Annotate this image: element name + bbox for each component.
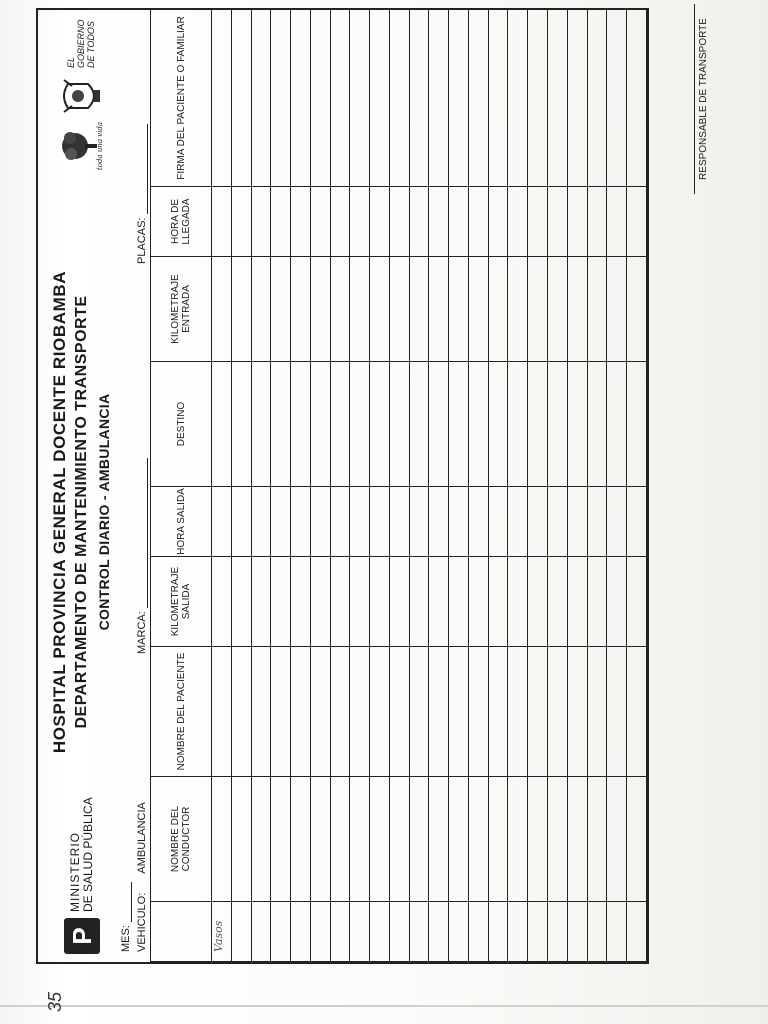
table-row xyxy=(350,10,370,962)
table-cell[interactable] xyxy=(350,487,370,557)
table-cell[interactable] xyxy=(291,557,311,647)
table-cell[interactable] xyxy=(468,487,488,557)
table-cell[interactable] xyxy=(429,647,449,777)
table-cell[interactable] xyxy=(429,902,449,962)
table-cell[interactable] xyxy=(567,647,587,777)
table-cell[interactable] xyxy=(389,647,409,777)
table-cell[interactable] xyxy=(468,557,488,647)
table-cell[interactable] xyxy=(587,487,607,557)
table-cell[interactable] xyxy=(409,902,429,962)
table-cell[interactable] xyxy=(607,257,627,362)
vehiculo-value: AMBULANCIA xyxy=(136,802,148,874)
table-cell[interactable] xyxy=(350,10,370,187)
table-cell[interactable] xyxy=(508,10,528,187)
table-row xyxy=(251,10,271,962)
table-cell[interactable] xyxy=(548,362,568,487)
table-cell[interactable] xyxy=(607,187,627,257)
table-cell[interactable] xyxy=(409,187,429,257)
table-cell[interactable] xyxy=(468,257,488,362)
tree-logo-icon xyxy=(59,121,104,171)
table-cell[interactable] xyxy=(548,487,568,557)
table-cell[interactable] xyxy=(468,647,488,777)
table-cell[interactable] xyxy=(310,487,330,557)
table-cell[interactable] xyxy=(508,487,528,557)
marca-field: MARCA: xyxy=(136,458,148,654)
table-row xyxy=(212,10,232,962)
table-cell[interactable] xyxy=(449,777,469,902)
table-row xyxy=(548,10,568,962)
table-cell[interactable] xyxy=(212,777,232,902)
table-cell[interactable] xyxy=(231,647,251,777)
handwritten-note: Vasos xyxy=(212,920,225,952)
table-cell[interactable] xyxy=(330,777,350,902)
table-cell[interactable] xyxy=(231,902,251,962)
table-cell[interactable] xyxy=(429,10,449,187)
table-cell[interactable] xyxy=(271,362,291,487)
table-cell[interactable] xyxy=(449,257,469,362)
table-cell[interactable] xyxy=(508,647,528,777)
department-title: DEPARTAMENTO DE MANTENIMIENTO TRANSPORTE xyxy=(73,295,90,729)
table-cell[interactable] xyxy=(468,187,488,257)
table-cell[interactable] xyxy=(528,902,548,962)
table-cell[interactable] xyxy=(449,10,469,187)
page-number: 35 xyxy=(45,991,65,1012)
table-row xyxy=(488,10,508,962)
table-cell[interactable] xyxy=(587,362,607,487)
table-cell[interactable] xyxy=(508,902,528,962)
table-cell[interactable] xyxy=(548,10,568,187)
table-cell[interactable] xyxy=(587,902,607,962)
col-header-km-entrada: KILOMETRAJE ENTRADA xyxy=(151,257,212,362)
table-cell[interactable] xyxy=(330,10,350,187)
table-cell[interactable] xyxy=(567,187,587,257)
table-cell[interactable] xyxy=(370,257,390,362)
table-cell[interactable] xyxy=(251,257,271,362)
table-cell[interactable] xyxy=(607,487,627,557)
placas-input-line[interactable] xyxy=(147,124,148,214)
table-cell[interactable] xyxy=(587,257,607,362)
table-cell[interactable] xyxy=(449,557,469,647)
table-row xyxy=(429,10,449,962)
table-cell[interactable] xyxy=(409,557,429,647)
hospital-title: HOSPITAL PROVINCIA GENERAL DOCENTE RIOBAMBA xyxy=(50,270,69,754)
table-cell[interactable] xyxy=(310,647,330,777)
table-cell[interactable] xyxy=(212,487,232,557)
table-cell[interactable] xyxy=(528,10,548,187)
government-logos xyxy=(46,20,116,180)
table-row xyxy=(330,10,350,962)
table-cell[interactable] xyxy=(271,257,291,362)
table-row xyxy=(449,10,469,962)
table-cell[interactable] xyxy=(488,257,508,362)
table-row xyxy=(528,10,548,962)
table-cell[interactable] xyxy=(468,10,488,187)
table-cell[interactable] xyxy=(587,777,607,902)
table-cell[interactable] xyxy=(528,647,548,777)
table-row xyxy=(291,10,311,962)
table-cell[interactable] xyxy=(587,187,607,257)
table-cell[interactable] xyxy=(607,557,627,647)
vehiculo-field: VEHICULO: AMBULANCIA xyxy=(136,802,148,952)
table-cell[interactable] xyxy=(488,557,508,647)
table-body xyxy=(212,10,647,962)
table-header-row xyxy=(151,10,212,962)
table-cell[interactable] xyxy=(251,487,271,557)
table-cell[interactable] xyxy=(370,647,390,777)
table-cell[interactable] xyxy=(548,902,568,962)
table-cell[interactable] xyxy=(548,647,568,777)
table-cell[interactable] xyxy=(231,362,251,487)
col-header-conductor: NOMBRE DEL CONDUCTOR xyxy=(151,777,212,902)
table-cell[interactable] xyxy=(567,487,587,557)
table-row xyxy=(508,10,528,962)
table-cell[interactable] xyxy=(212,187,232,257)
ministry-line2: DE SALUD PÚBLICA xyxy=(81,797,95,912)
table-cell[interactable] xyxy=(548,187,568,257)
table-cell[interactable] xyxy=(231,487,251,557)
table-cell[interactable] xyxy=(627,557,647,647)
mes-input-line[interactable] xyxy=(131,882,132,922)
table-cell[interactable] xyxy=(350,257,370,362)
table-row xyxy=(370,10,390,962)
table-cell[interactable] xyxy=(291,187,311,257)
table-cell[interactable] xyxy=(409,777,429,902)
table-row xyxy=(587,10,607,962)
marca-input-line[interactable] xyxy=(147,458,148,608)
table-cell[interactable] xyxy=(528,362,548,487)
table-cell[interactable] xyxy=(310,362,330,487)
table-cell[interactable] xyxy=(567,557,587,647)
table-cell[interactable] xyxy=(350,187,370,257)
table-cell[interactable] xyxy=(567,902,587,962)
table-cell[interactable] xyxy=(310,187,330,257)
table-cell[interactable] xyxy=(291,777,311,902)
table-cell[interactable] xyxy=(429,187,449,257)
table-cell[interactable] xyxy=(627,187,647,257)
table-cell[interactable] xyxy=(330,362,350,487)
table-cell[interactable] xyxy=(409,257,429,362)
table-cell[interactable] xyxy=(468,362,488,487)
table-cell[interactable] xyxy=(627,647,647,777)
table-cell[interactable] xyxy=(330,257,350,362)
table-cell[interactable] xyxy=(449,902,469,962)
table-cell[interactable] xyxy=(291,362,311,487)
table-cell[interactable] xyxy=(548,557,568,647)
table-cell[interactable] xyxy=(330,187,350,257)
table-cell[interactable] xyxy=(389,902,409,962)
table-cell[interactable] xyxy=(389,777,409,902)
table-cell[interactable] xyxy=(488,647,508,777)
table-cell[interactable] xyxy=(251,362,271,487)
col-header-destino: DESTINO xyxy=(151,362,212,487)
table-cell[interactable] xyxy=(548,257,568,362)
table-cell[interactable] xyxy=(251,10,271,187)
table-cell[interactable] xyxy=(271,647,291,777)
table-cell[interactable] xyxy=(607,10,627,187)
table-cell[interactable] xyxy=(231,257,251,362)
table-cell[interactable] xyxy=(429,487,449,557)
col-header-paciente: NOMBRE DEL PACIENTE xyxy=(151,647,212,777)
table-cell[interactable] xyxy=(271,487,291,557)
slogan-text: toda una vida xyxy=(96,121,104,171)
table-row xyxy=(607,10,627,962)
table-cell[interactable] xyxy=(528,187,548,257)
form-title: CONTROL DIARIO - AMBULANCIA xyxy=(96,393,112,631)
col-header-firma: FIRMA DEL PACIENTE O FAMILIAR xyxy=(151,10,212,187)
table-cell[interactable] xyxy=(567,777,587,902)
table-cell[interactable] xyxy=(488,902,508,962)
table-cell[interactable] xyxy=(389,557,409,647)
table-cell[interactable] xyxy=(330,487,350,557)
table-row xyxy=(231,10,251,962)
table-cell[interactable] xyxy=(449,362,469,487)
table-cell[interactable] xyxy=(528,557,548,647)
table-cell[interactable] xyxy=(231,187,251,257)
table-cell[interactable] xyxy=(350,902,370,962)
table-cell[interactable] xyxy=(508,257,528,362)
col-header-km-salida: KILOMETRAJE SALIDA xyxy=(151,557,212,647)
mes-field: MES: xyxy=(120,882,132,952)
table-cell[interactable] xyxy=(587,10,607,187)
table-cell[interactable] xyxy=(370,187,390,257)
table-cell[interactable] xyxy=(607,647,627,777)
government-text: EL GOBIERNO DE TODOS xyxy=(66,19,96,68)
signature-line xyxy=(694,4,709,194)
table-cell[interactable] xyxy=(350,777,370,902)
ministry-logo-icon: P xyxy=(64,918,100,954)
table-cell[interactable] xyxy=(607,777,627,902)
table-cell[interactable] xyxy=(271,10,291,187)
table-cell[interactable] xyxy=(291,10,311,187)
table-cell[interactable] xyxy=(212,257,232,362)
table-cell[interactable] xyxy=(508,362,528,487)
table-cell[interactable] xyxy=(567,10,587,187)
table-row xyxy=(468,10,488,962)
table-cell[interactable] xyxy=(528,257,548,362)
table-row xyxy=(567,10,587,962)
table-cell[interactable] xyxy=(271,187,291,257)
table-cell[interactable] xyxy=(291,647,311,777)
control-table xyxy=(150,10,647,962)
table-cell[interactable] xyxy=(251,187,271,257)
table-cell[interactable] xyxy=(330,902,350,962)
table-cell[interactable] xyxy=(350,647,370,777)
table-row xyxy=(271,10,291,962)
table-cell[interactable] xyxy=(449,187,469,257)
col-header-hora-salida: HORA SALIDA xyxy=(151,487,212,557)
table-cell[interactable] xyxy=(251,902,271,962)
table-cell[interactable] xyxy=(449,487,469,557)
table-cell[interactable] xyxy=(370,777,390,902)
table-cell[interactable] xyxy=(271,557,291,647)
table-cell[interactable] xyxy=(330,557,350,647)
table-cell[interactable] xyxy=(271,777,291,902)
table-cell[interactable] xyxy=(350,557,370,647)
table-cell[interactable] xyxy=(271,902,291,962)
table-cell[interactable] xyxy=(251,777,271,902)
table-cell[interactable] xyxy=(231,10,251,187)
table-cell[interactable] xyxy=(548,777,568,902)
table-row xyxy=(389,10,409,962)
table-cell[interactable] xyxy=(627,777,647,902)
table-cell[interactable] xyxy=(627,257,647,362)
table-cell[interactable] xyxy=(587,647,607,777)
table-cell[interactable] xyxy=(409,362,429,487)
table-cell[interactable] xyxy=(627,902,647,962)
table-cell[interactable] xyxy=(508,777,528,902)
table-cell[interactable] xyxy=(409,10,429,187)
table-cell[interactable] xyxy=(231,777,251,902)
table-cell[interactable] xyxy=(212,647,232,777)
table-cell[interactable] xyxy=(528,487,548,557)
table-row xyxy=(627,10,647,962)
placas-field: PLACAS: xyxy=(136,124,148,264)
table-cell[interactable] xyxy=(291,902,311,962)
table-cell[interactable] xyxy=(231,557,251,647)
table-cell[interactable] xyxy=(468,902,488,962)
coat-of-arms-icon xyxy=(58,76,104,116)
table-cell[interactable] xyxy=(212,362,232,487)
table-cell[interactable] xyxy=(389,362,409,487)
table-cell[interactable] xyxy=(370,557,390,647)
table-cell[interactable] xyxy=(627,487,647,557)
table-cell[interactable] xyxy=(212,557,232,647)
table-cell[interactable] xyxy=(607,902,627,962)
table-cell[interactable] xyxy=(310,257,330,362)
table-cell[interactable] xyxy=(389,10,409,187)
table-cell[interactable] xyxy=(212,10,232,187)
table-cell[interactable] xyxy=(488,362,508,487)
col-header-hora-llegada: HORA DE LLEGADA xyxy=(151,187,212,257)
table-cell[interactable] xyxy=(627,362,647,487)
table-cell[interactable] xyxy=(429,557,449,647)
table-cell[interactable] xyxy=(310,902,330,962)
table-cell[interactable] xyxy=(488,10,508,187)
table-cell[interactable] xyxy=(508,187,528,257)
table-cell[interactable] xyxy=(370,487,390,557)
table-cell[interactable] xyxy=(508,557,528,647)
table-cell[interactable] xyxy=(291,487,311,557)
table-cell[interactable] xyxy=(251,557,271,647)
table-cell[interactable] xyxy=(409,647,429,777)
table-cell[interactable] xyxy=(370,362,390,487)
table-cell[interactable] xyxy=(409,487,429,557)
ministry-line1: MINISTERIO xyxy=(68,831,82,912)
table-cell[interactable] xyxy=(627,10,647,187)
table-cell[interactable] xyxy=(389,257,409,362)
table-cell[interactable] xyxy=(607,362,627,487)
table-cell[interactable] xyxy=(389,187,409,257)
table-cell[interactable] xyxy=(291,257,311,362)
table-cell[interactable] xyxy=(567,362,587,487)
table-cell[interactable] xyxy=(488,187,508,257)
table-cell[interactable] xyxy=(310,777,330,902)
table-row xyxy=(310,10,330,962)
table-cell[interactable] xyxy=(488,487,508,557)
table-cell[interactable] xyxy=(528,777,548,902)
signature-label: RESPONSABLE DE TRANSPORTE xyxy=(698,18,709,180)
table-cell[interactable] xyxy=(429,777,449,902)
col-header-date xyxy=(151,902,212,962)
table-cell[interactable] xyxy=(370,10,390,187)
table-cell[interactable] xyxy=(370,902,390,962)
table-cell[interactable] xyxy=(310,10,330,187)
table-cell[interactable] xyxy=(251,647,271,777)
table-cell[interactable] xyxy=(449,647,469,777)
table-row xyxy=(409,10,429,962)
table-cell[interactable] xyxy=(310,557,330,647)
table-cell[interactable] xyxy=(429,257,449,362)
table-cell[interactable] xyxy=(468,777,488,902)
table-cell[interactable] xyxy=(567,257,587,362)
table-cell[interactable] xyxy=(488,777,508,902)
table-cell[interactable] xyxy=(587,557,607,647)
table-cell[interactable] xyxy=(429,362,449,487)
table-cell[interactable] xyxy=(389,487,409,557)
table-cell[interactable] xyxy=(330,647,350,777)
table-cell[interactable] xyxy=(350,362,370,487)
